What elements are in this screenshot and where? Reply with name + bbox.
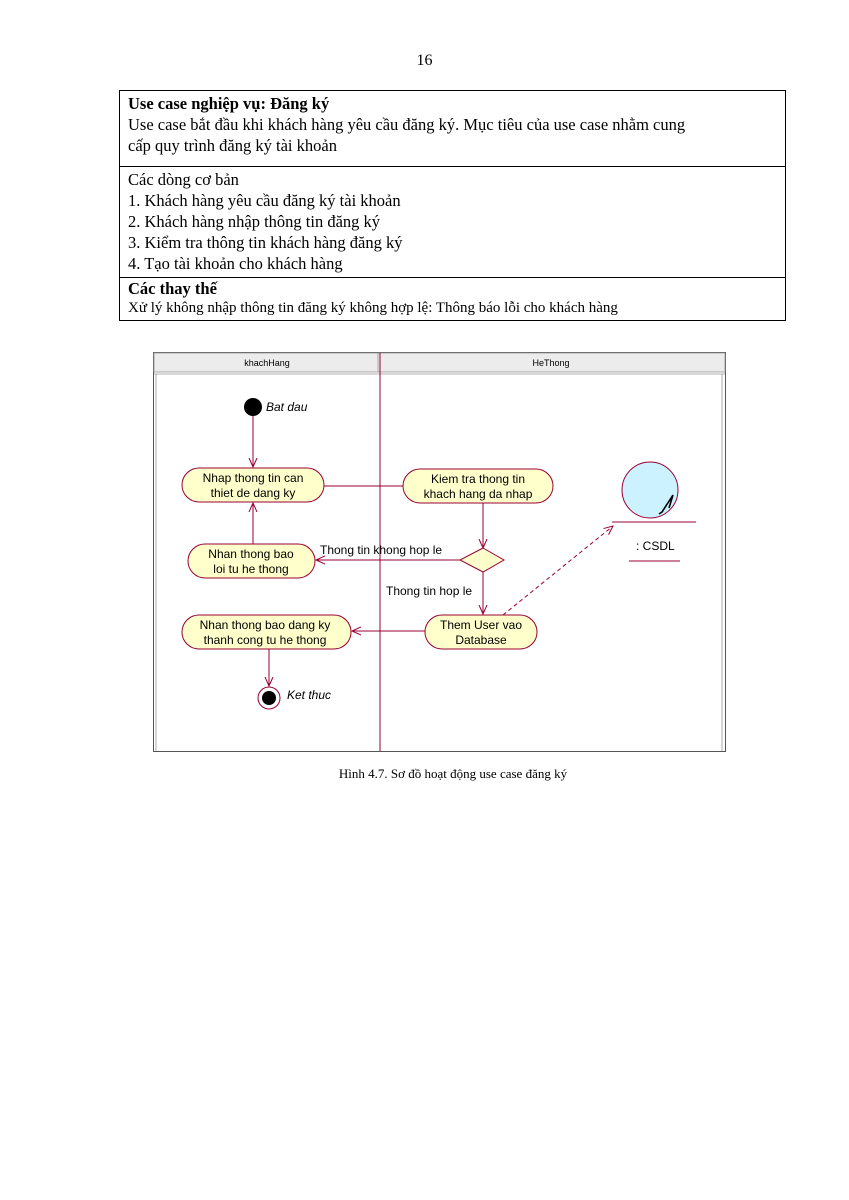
start-label: Bat dau — [266, 400, 308, 414]
alternative-flow-cell — [120, 278, 785, 320]
activity-nhap-thong-tin-line1: Nhap thong tin can — [202, 471, 304, 485]
swimlane-header — [154, 353, 725, 372]
alternative-heading: Các thay thế — [128, 279, 217, 298]
activity-them-user-line2: Database — [455, 633, 507, 647]
activity-nhan-thanh-cong-line2: thanh cong tu he thong — [203, 633, 327, 647]
usecase-description-line: cấp quy trình đăng ký tài khoản — [128, 136, 337, 155]
figure-caption: Hình 4.7. Sơ đồ hoạt động use case đăng ký — [338, 766, 568, 781]
activity-kiem-tra-line2: khach hang da nhap — [423, 487, 533, 501]
alternative-text: Xử lý không nhập thông tin đăng ký không hợp lệ: Thông báo lỗi cho khách hàng — [128, 300, 618, 316]
activity-nhan-loi-line2: loi tu he thong — [213, 562, 289, 576]
activity-nhan-thanh-cong-line1: Nhan thong bao dang ky — [199, 618, 331, 632]
activity-nhap-thong-tin-line2: thiet de dang ky — [210, 486, 296, 500]
start-node — [244, 398, 262, 416]
basic-flow-step: 1. Khách hàng yêu cầu đăng ký tài khoản — [128, 191, 401, 210]
lane-label-system: HeThong — [532, 358, 570, 368]
usecase-description-line: Use case bắt đầu khi khách hàng yêu cầu đăng ký. Mục tiêu của use case nhằm cung — [128, 115, 686, 134]
guard-valid: Thong tin hop le — [386, 584, 473, 598]
basic-flow-step: 2. Khách hàng nhập thông tin đăng ký — [128, 212, 381, 231]
basic-flow-step: 4. Tạo tài khoản cho khách hàng — [128, 254, 343, 273]
lane-label-customer: khachHang — [244, 358, 290, 368]
activity-nhan-loi-line1: Nhan thong bao — [208, 547, 294, 561]
page-number: 16 — [416, 52, 433, 69]
activity-kiem-tra-line1: Kiem tra thong tin — [430, 472, 526, 486]
activity-them-user-line1: Them User vao — [439, 618, 523, 632]
usecase-description-cell — [120, 91, 785, 167]
usecase-table — [119, 90, 786, 321]
guard-invalid: Thong tin khong hop le — [320, 543, 443, 557]
database-label: : CSDL — [636, 539, 675, 553]
basic-flow-cell — [120, 167, 785, 278]
basic-flow-heading: Các dòng cơ bản — [128, 170, 239, 189]
usecase-title: Use case nghiệp vụ: Đăng ký — [128, 94, 330, 113]
basic-flow-step: 3. Kiểm tra thông tin khách hàng đăng ký — [128, 233, 403, 252]
end-label: Ket thuc — [287, 688, 332, 702]
database-entity-icon — [622, 462, 678, 518]
activity-diagram — [153, 352, 726, 752]
end-node-core — [262, 691, 276, 705]
